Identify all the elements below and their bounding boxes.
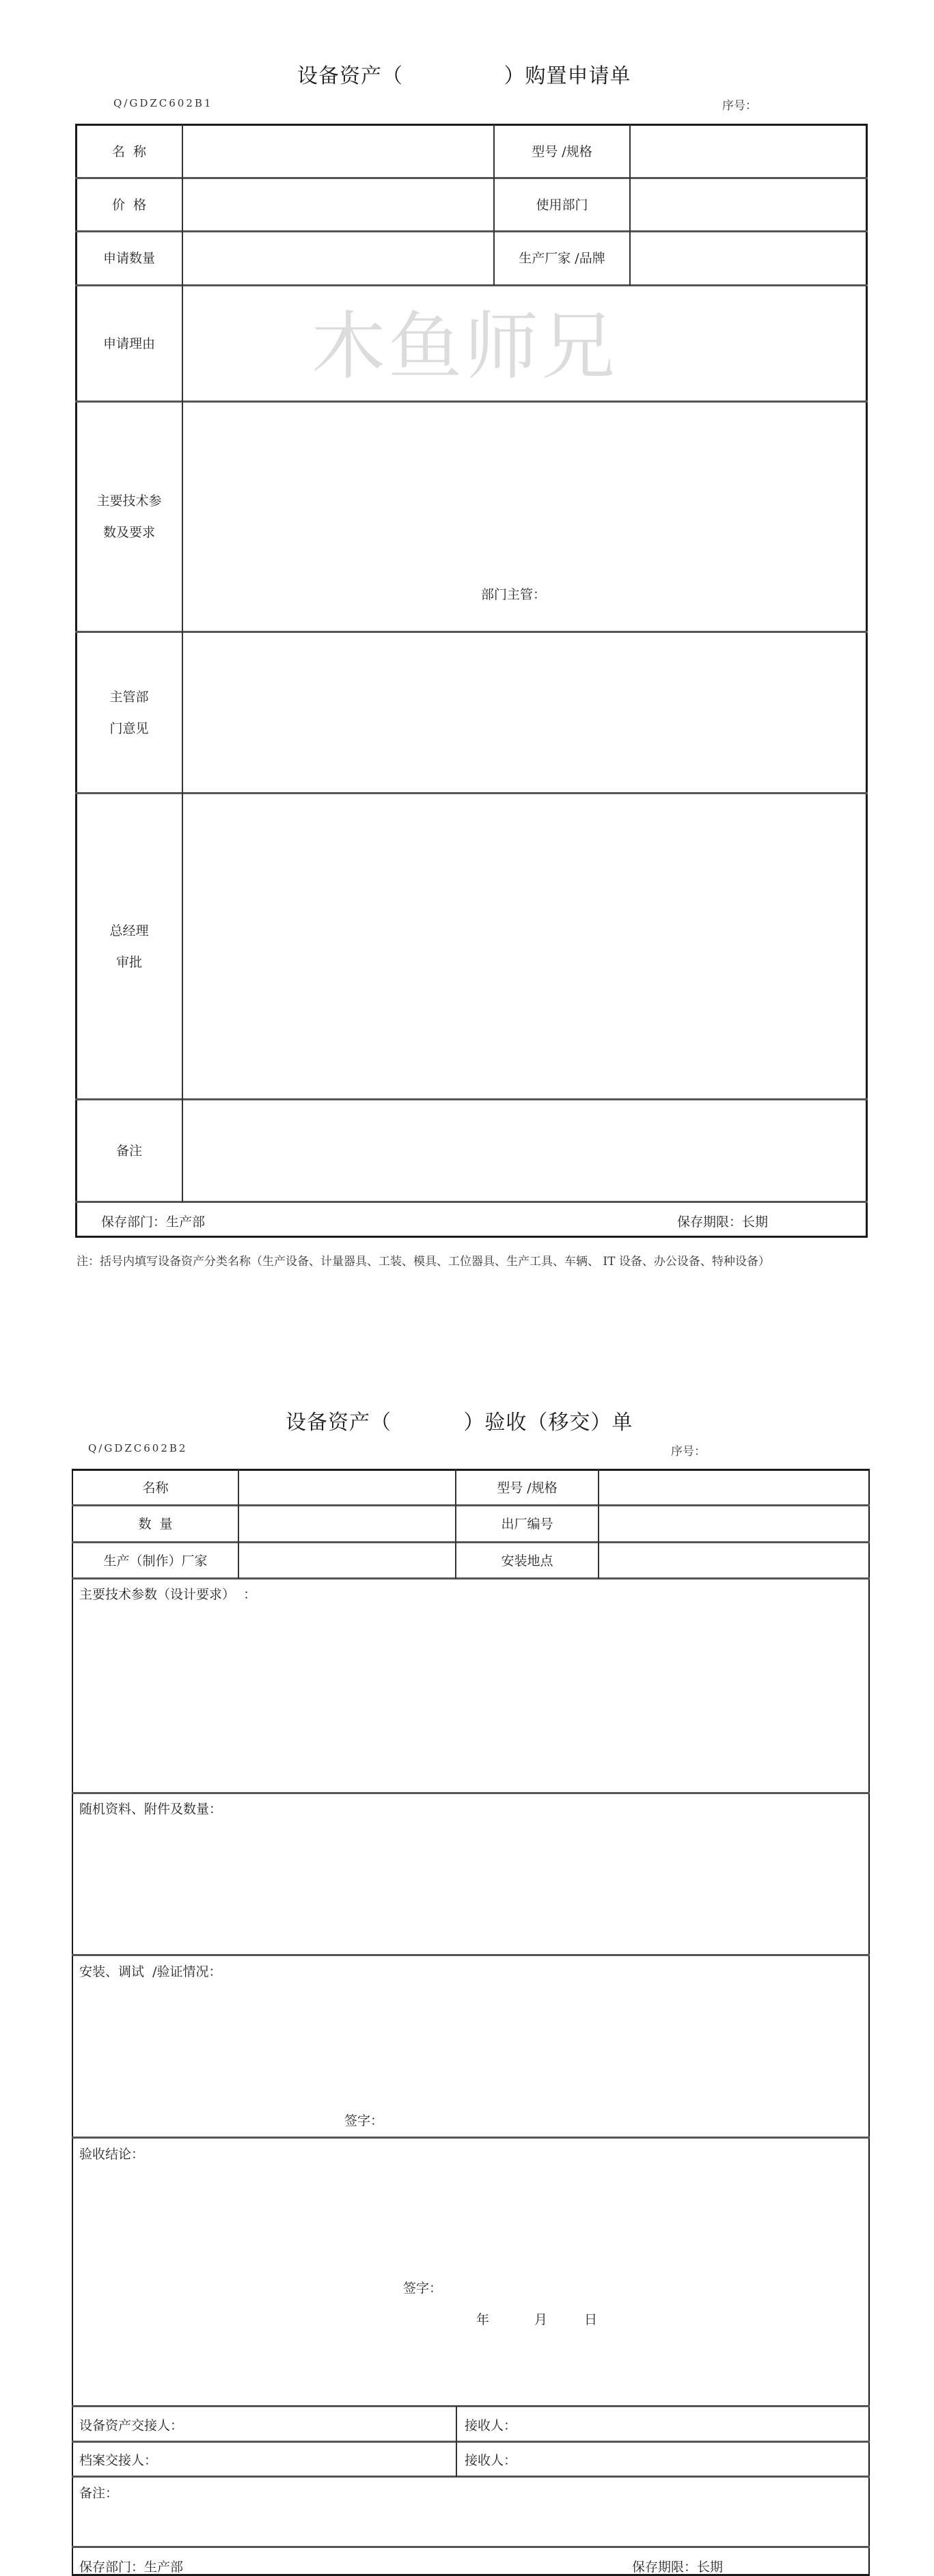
name-label: 名 称	[111, 144, 147, 159]
asset-receiver-label: 接收人：	[465, 2418, 517, 2433]
install-location-field[interactable]	[599, 1543, 868, 1577]
conclusion-sign-label: 签字：	[403, 2281, 443, 2296]
archive-handover-field[interactable]	[164, 2450, 451, 2467]
archive-receiver-field[interactable]	[519, 2450, 861, 2467]
col-divider	[456, 2406, 457, 2477]
dept-head-sign-label: 部门主管：	[481, 587, 547, 602]
accessories-field[interactable]	[73, 1818, 868, 1954]
acceptance-keep-department: 保存部门：生产部	[79, 2560, 184, 2575]
quantity-label: 申请数量	[102, 251, 155, 266]
manufacturer-label: 生产厂家 /品牌	[519, 251, 605, 266]
managing-dept-label-line2: 门意见	[109, 720, 149, 736]
row-divider	[72, 1954, 870, 1956]
acceptance-form-title: 设备资产（ ）验收（移交）单	[286, 1411, 633, 1435]
remarks-label: 备注	[115, 1143, 142, 1158]
asset-quantity-label: 数 量	[138, 1517, 173, 1532]
installation-field[interactable]	[73, 1981, 868, 2104]
purchase-serial-label: 序号：	[722, 99, 757, 113]
asset-handover-field[interactable]	[228, 2415, 447, 2432]
price-label: 价 格	[111, 198, 147, 213]
row-divider	[72, 2405, 870, 2407]
install-location-label: 安装地点	[501, 1553, 553, 1569]
gm-approval-label-line2: 审批	[115, 954, 142, 970]
row-divider	[72, 2476, 870, 2478]
remarks-field[interactable]	[183, 1100, 866, 1201]
tech-params-label-line2: 数及要求	[102, 525, 155, 540]
row-divider	[72, 2137, 870, 2139]
accessories-label: 随机资料、附件及数量：	[79, 1802, 223, 1817]
reason-label: 申请理由	[102, 336, 155, 351]
purchase-form-code: Q/GDZC602B1	[113, 97, 213, 109]
quantity-field[interactable]	[183, 232, 493, 284]
date-month-label: 月	[534, 2312, 548, 2327]
asset-name-field[interactable]	[239, 1471, 455, 1504]
managing-dept-opinion-label	[77, 633, 182, 792]
keep-department: 保存部门：生产部	[101, 1215, 206, 1230]
asset-model-field[interactable]	[599, 1471, 868, 1504]
department-label: 使用部门	[536, 198, 588, 213]
row-divider	[72, 2546, 870, 2548]
archive-receiver-label: 接收人：	[465, 2453, 517, 2468]
keep-period: 保存期限：长期	[677, 1215, 769, 1230]
managing-dept-opinion-field[interactable]	[183, 633, 866, 792]
tech-params-label-line1: 主要技术参	[96, 493, 162, 509]
acceptance-serial-label: 序号：	[671, 1445, 706, 1459]
price-field[interactable]	[183, 179, 493, 230]
watermark-text: 木鱼师兄	[312, 304, 618, 390]
row-divider	[72, 1792, 870, 1794]
name-field[interactable]	[183, 126, 493, 177]
asset-model-label: 型号 /规格	[497, 1480, 558, 1495]
installation-sign-label: 签字：	[344, 2113, 384, 2128]
date-year-label: 年	[476, 2312, 490, 2327]
maker-label: 生产（制作）厂家	[103, 1553, 208, 1569]
asset-quantity-field[interactable]	[239, 1506, 455, 1541]
manufacturer-field[interactable]	[631, 232, 866, 284]
purchase-form-title: 设备资产（ ）购置申请单	[297, 64, 631, 88]
row-divider	[75, 1201, 868, 1203]
acceptance-remarks-field[interactable]	[73, 2502, 868, 2545]
acceptance-remarks-label: 备注：	[79, 2486, 119, 2501]
conclusion-field[interactable]	[73, 2163, 868, 2286]
asset-name-label: 名称	[142, 1480, 169, 1495]
archive-handover-label: 档案交接人：	[79, 2453, 158, 2468]
gm-approval-field[interactable]	[183, 794, 866, 1098]
asset-handover-label: 设备资产交接人：	[79, 2418, 184, 2433]
tech-params-label	[77, 403, 182, 631]
row-divider	[72, 2441, 870, 2443]
design-requirements-label: 主要技术参数（设计要求） ：	[79, 1587, 257, 1602]
design-requirements-field[interactable]	[73, 1603, 868, 1792]
gm-approval-label-line1: 总经理	[109, 923, 149, 938]
acceptance-keep-period: 保存期限：长期	[632, 2560, 724, 2575]
gm-approval-label	[77, 794, 182, 1098]
acceptance-form-code: Q/GDZC602B2	[88, 1442, 188, 1454]
installation-label: 安装、调试 /验证情况：	[79, 1964, 222, 1979]
managing-dept-label-line1: 主管部	[109, 689, 149, 705]
maker-field[interactable]	[239, 1543, 455, 1577]
factory-number-label: 出厂编号	[501, 1517, 553, 1532]
department-field[interactable]	[631, 179, 866, 230]
classification-note: 注：括号内填写设备资产分类名称（生产设备、计量器具、工装、模具、工位器具、生产工具、车辆、 IT 设备、办公设备、特种设备）	[77, 1255, 770, 1269]
conclusion-label: 验收结论：	[79, 2147, 145, 2162]
date-day-label: 日	[584, 2312, 598, 2327]
model-label: 型号 /规格	[532, 144, 592, 159]
model-field[interactable]	[631, 126, 866, 177]
factory-number-field[interactable]	[599, 1506, 868, 1541]
asset-receiver-field[interactable]	[519, 2415, 861, 2432]
